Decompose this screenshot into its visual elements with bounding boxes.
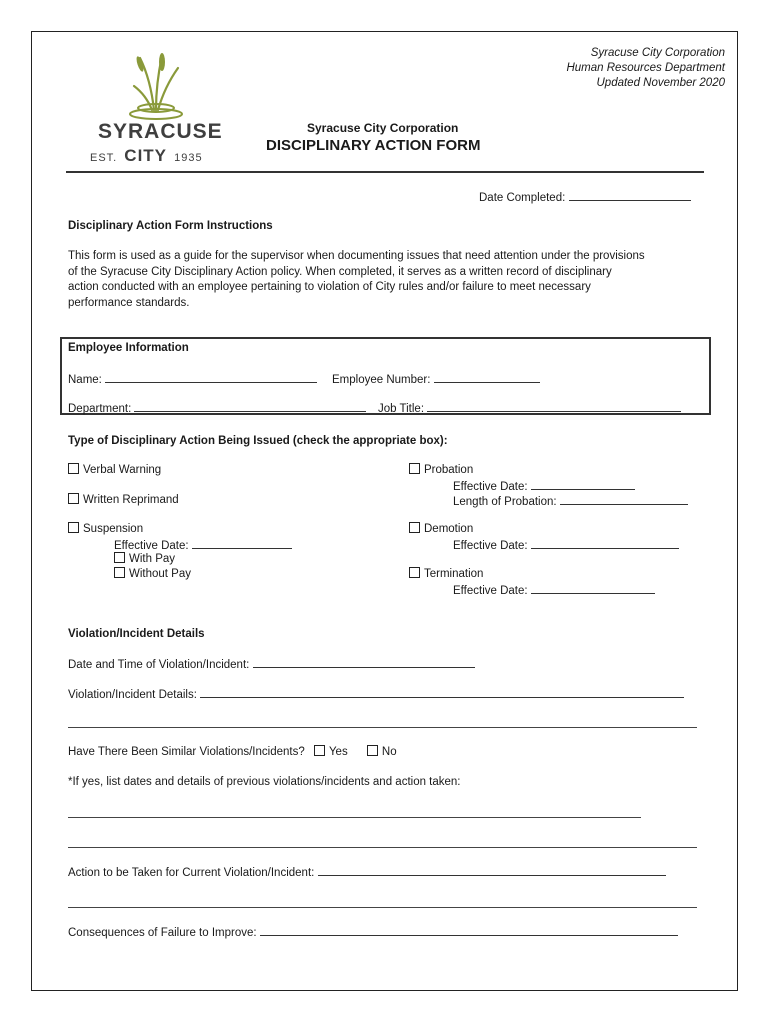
- consequences-row: [68, 924, 678, 941]
- demotion-option: [409, 522, 473, 537]
- header-block: [566, 46, 725, 91]
- termination-checkbox[interactable]: [409, 567, 420, 578]
- violation-datetime-label: Date and Time of Violation/Incident:: [68, 659, 250, 671]
- similar-no-label: No: [381, 746, 397, 758]
- instructions-line: performance standards.: [68, 296, 190, 309]
- name-label: Name:: [68, 374, 102, 386]
- employee-name-row: [68, 371, 317, 388]
- violation-details-row: [68, 686, 684, 703]
- verbal-warning-label: Verbal Warning: [83, 464, 162, 476]
- written-reprimand-checkbox[interactable]: [68, 493, 79, 504]
- probation-length-field[interactable]: [560, 493, 688, 505]
- consequences-field[interactable]: [260, 924, 678, 936]
- job-title-field[interactable]: [427, 400, 681, 412]
- similar-violations-label: Have There Been Similar Violations/Incidents?: [68, 746, 305, 758]
- probation-effective-field[interactable]: [531, 478, 635, 490]
- consequences-label: Consequences of Failure to Improve:: [68, 927, 257, 939]
- similar-no-checkbox[interactable]: [367, 745, 378, 756]
- without-pay-checkbox[interactable]: [114, 567, 125, 578]
- probation-length-row: [453, 493, 688, 510]
- written-reprimand-option: [68, 493, 179, 508]
- with-pay-checkbox[interactable]: [114, 552, 125, 563]
- verbal-warning-option: [68, 463, 161, 478]
- action-taken-field[interactable]: [318, 864, 666, 876]
- probation-length-label: Length of Probation:: [453, 496, 557, 508]
- written-reprimand-label: Written Reprimand: [83, 494, 179, 506]
- with-pay-label: With Pay: [129, 553, 176, 565]
- demotion-effective-field[interactable]: [531, 537, 679, 549]
- employee-info-heading: Employee Information: [68, 342, 189, 354]
- demotion-label: Demotion: [424, 523, 474, 535]
- instructions-heading: Disciplinary Action Form Instructions: [68, 220, 273, 232]
- suspension-checkbox[interactable]: [68, 522, 79, 533]
- action-taken-label: Action to be Taken for Current Violation/Incident:: [68, 867, 315, 879]
- demotion-checkbox[interactable]: [409, 522, 420, 533]
- instructions-line: action conducted with an employee pertaining to violation of City rules and/or failure to meet necessary: [68, 281, 591, 293]
- header-org-name: Syracuse City Corporation: [590, 47, 725, 59]
- instructions-line: of the Syracuse City Disciplinary Action policy. When completed, it serves as a written record of disciplinary: [68, 265, 612, 278]
- employee-number-label: Employee Number:: [332, 374, 431, 386]
- logo-est-line: [90, 146, 218, 166]
- name-field[interactable]: [105, 371, 317, 383]
- employee-number-row: [332, 371, 540, 388]
- violation-datetime-field[interactable]: [253, 656, 475, 668]
- termination-effective-label: Effective Date:: [453, 585, 528, 597]
- violation-details-extra-line[interactable]: [68, 727, 697, 728]
- instructions-body: [68, 249, 645, 311]
- violation-details-label: Violation/Incident Details:: [68, 689, 197, 701]
- probation-effective-label: Effective Date:: [453, 481, 528, 493]
- date-completed-field[interactable]: [569, 189, 691, 201]
- header-updated: Updated November 2020: [596, 77, 725, 89]
- reeds-logo-icon: [90, 52, 220, 122]
- suspension-option: [68, 522, 143, 537]
- action-type-heading: Type of Disciplinary Action Being Issued (check the appropriate box):: [68, 435, 448, 447]
- page-title: DISCIPLINARY ACTION FORM: [266, 137, 481, 154]
- termination-option: [409, 567, 483, 582]
- syracuse-city-logo: [90, 52, 223, 165]
- action-taken-extra-line[interactable]: [68, 907, 697, 908]
- probation-label: Probation: [424, 464, 474, 476]
- violation-datetime-row: [68, 656, 475, 673]
- previous-violations-line-2[interactable]: [68, 847, 697, 848]
- termination-label: Termination: [424, 568, 484, 580]
- previous-violations-line[interactable]: [68, 817, 641, 818]
- similar-yes-checkbox[interactable]: [314, 745, 325, 756]
- date-completed-label: Date Completed:: [479, 192, 566, 204]
- logo-est: EST.: [90, 152, 118, 164]
- department-label: Department:: [68, 403, 132, 415]
- without-pay-label: Without Pay: [129, 568, 191, 580]
- job-title-row: [378, 400, 681, 417]
- violation-heading: Violation/Incident Details: [68, 628, 205, 640]
- title-divider: [66, 171, 704, 173]
- header-department: Human Resources Department: [566, 62, 725, 74]
- similar-violations-row: [68, 745, 397, 760]
- demotion-effective-row: [453, 537, 679, 554]
- suspension-label: Suspension: [83, 523, 144, 535]
- probation-option: [409, 463, 473, 478]
- logo-city: CITY: [124, 146, 168, 165]
- department-field[interactable]: [134, 400, 366, 412]
- verbal-warning-checkbox[interactable]: [68, 463, 79, 474]
- similar-yes-label: Yes: [328, 746, 348, 758]
- title-corp: Syracuse City Corporation: [307, 121, 459, 135]
- action-taken-row: [68, 864, 666, 881]
- date-completed-row: [479, 189, 691, 206]
- probation-checkbox[interactable]: [409, 463, 420, 474]
- if-yes-instructions: *If yes, list dates and details of previous violations/incidents and action taken:: [68, 776, 461, 788]
- violation-details-field[interactable]: [200, 686, 684, 698]
- logo-year: 1935: [174, 152, 203, 164]
- without-pay-option: [114, 567, 191, 582]
- demotion-effective-label: Effective Date:: [453, 540, 528, 552]
- department-row: [68, 400, 366, 417]
- employee-number-field[interactable]: [434, 371, 540, 383]
- job-title-label: Job Title:: [378, 403, 425, 415]
- termination-effective-row: [453, 582, 655, 599]
- with-pay-option: [114, 552, 175, 567]
- instructions-line: This form is used as a guide for the supervisor when documenting issues that need attention under the provisions: [68, 250, 645, 262]
- logo-word: SYRACUSE: [98, 120, 223, 143]
- suspension-effective-field[interactable]: [192, 537, 292, 549]
- termination-effective-field[interactable]: [531, 582, 655, 594]
- suspension-effective-label: Effective Date:: [114, 540, 189, 552]
